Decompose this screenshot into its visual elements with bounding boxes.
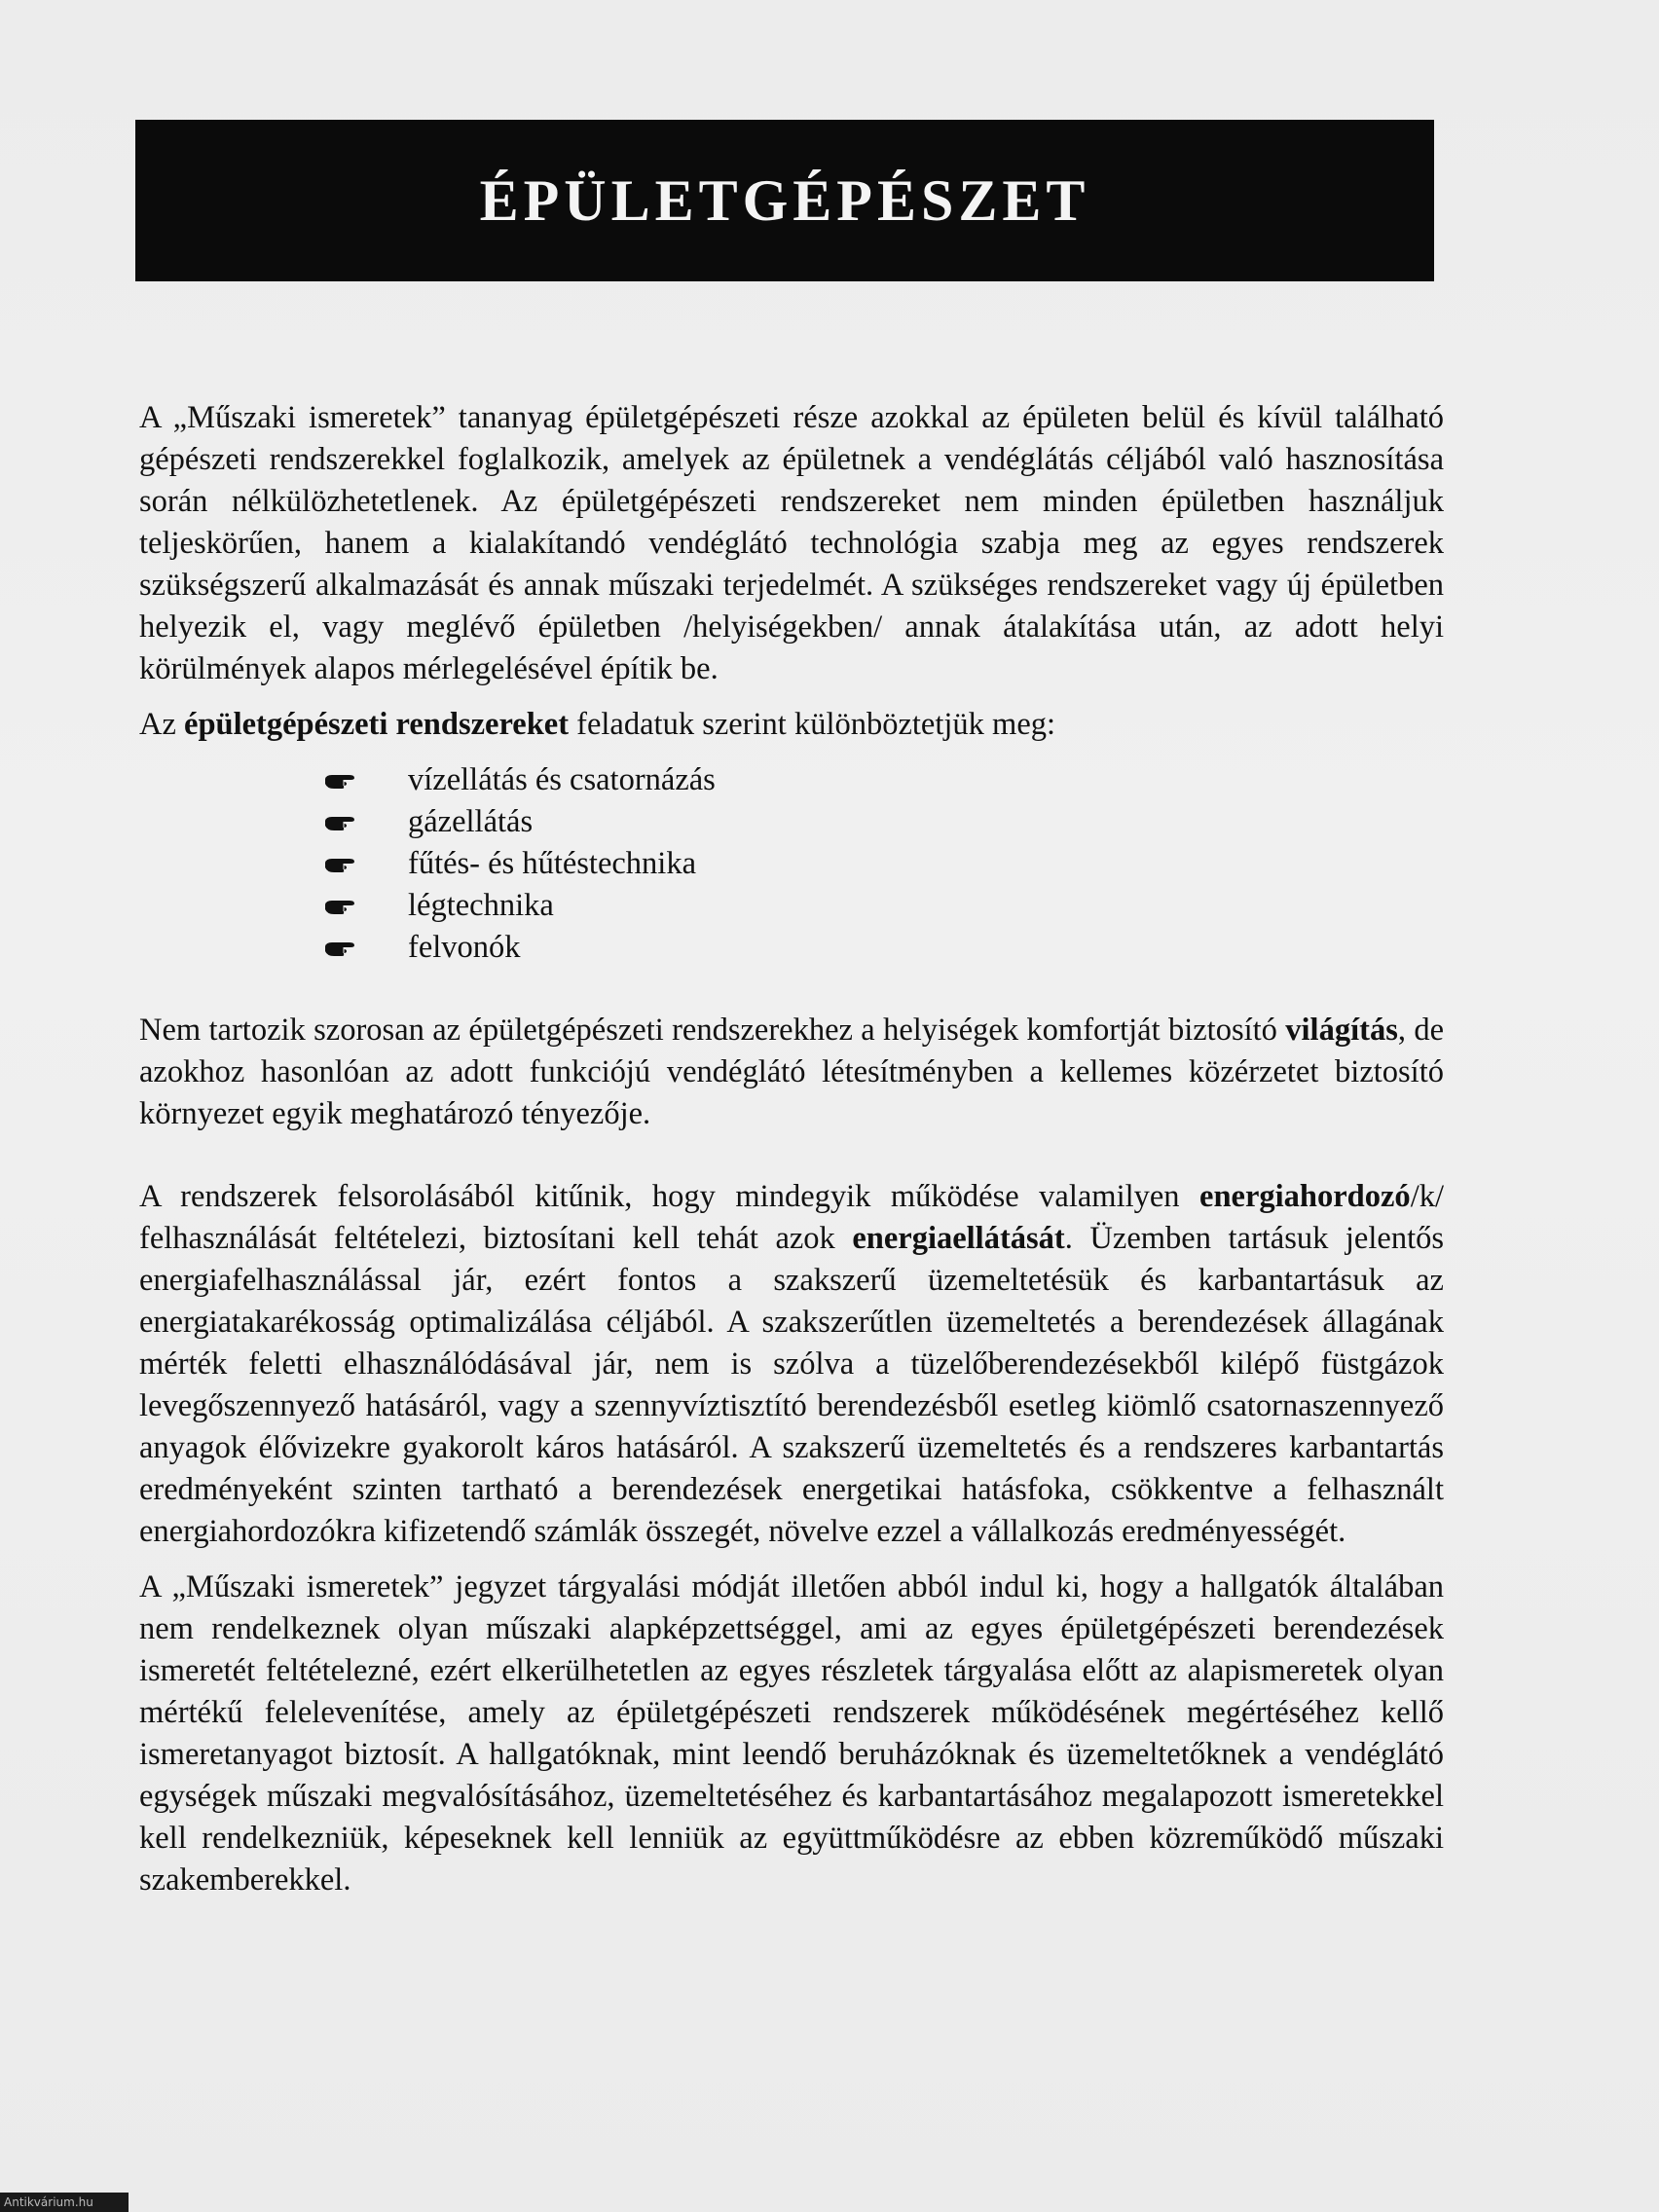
list-item [324,843,1444,885]
watermark-label: Antikvárium.hu [0,2193,129,2212]
title-banner [135,120,1434,281]
list-item-label: felvonók [408,930,521,965]
pointing-hand-icon [324,939,357,958]
paragraph-energy [139,1176,1444,1553]
paragraph-intro: A „Műszaki ismeretek” tananyag épületgépészeti része azokkal az épületen belül és kívül található gépészeti rendszerekkel foglalkozik, amelyek az épületnek a vendéglátás céljából való hasznosítása során nélkülözhetetlenek. Az épületgépészeti rendszereket nem minden épületben használjuk teljeskörűen, hanem a kialakítandó vendéglátó technológia szabja meg az egyes rendszerek szükségszerű alkalmazását és annak műszaki terjedelmét. A szükséges rendszereket vagy új épületben helyezik el, vagy meglévő épületben /helyiségekben/ annak átalakítása után, az adott helyi körülmények alapos mérlegelésével építik be. [139,400,1444,686]
list-item-label: gázellátás [408,804,534,839]
text-segment: A rendszerek felsorolásából kitűnik, hogy mindegyik működése valamilyen [139,1179,1200,1214]
text-segment: /k/ felhasználását feltételezi, biztosítani kell tehát azok [139,1179,1444,1256]
list-item-label: vízellátás és csatornázás [408,762,716,797]
paragraph-method: A „Műszaki ismeretek” jegyzet tárgyalási módját illetően abból indul ki, hogy a hallgatók általában nem rendelkeznek olyan műszaki alapképzettséggel, ami az egyes épületgépészeti berendezések ismeretét feltételezné, ezért elkerülhetetlen az egyes részletek tárgyalása előtt az alapismeretek olyan mértékű felelevenítése, amely az épületgépészeti rendszerek működésének megértéséhez kellő ismeretanyagot biztosít. A hallgatóknak, mint leendő beruházóknak és üzemeltetőknek a vendéglátó egységek műszaki megvalósításához, üzemeltetéséhez és karbantartásához megalapozott ismeretekkel kell rendelkezniük, képeseknek kell lenniük az együttműködésre az ebben közreműködő műszaki szakemberekkel. [139,1569,1444,1898]
pointing-hand-icon [324,855,357,874]
bold-term-energy-carrier: energiahordozó [1199,1179,1411,1214]
page-title: ÉPÜLETGÉPÉSZET [479,167,1090,233]
text-segment: , de azokhoz hasonlóan az adott funkciójú vendéglátó létesítményben a kellemes közérzetet biztosító környezet egyik meghatározó tényezője. [139,1013,1445,1131]
list-item-label: fűtés- és hűtéstechnika [408,846,697,881]
bold-term-lighting: világítás [1285,1013,1398,1048]
pointing-hand-icon [324,771,357,791]
body-text [139,397,1444,1901]
text-segment: Nem tartozik szorosan az épületgépészeti rendszerekhez a helyiségek komfortját biztosító [139,1013,1286,1048]
list-item [324,885,1444,927]
pointing-hand-icon [324,813,357,832]
text-segment: feladatuk szerint különböztetjük meg: [569,707,1056,742]
text-segment: Az [139,707,185,742]
list-item [324,927,1444,969]
bold-term-systems: épületgépészeti rendszereket [184,707,570,742]
paragraph-lighting [139,1010,1444,1135]
list-item-label: légtechnika [408,888,554,923]
pointing-hand-icon [324,897,357,916]
list-item [324,801,1444,843]
text-segment: . Üzemben tartásuk jelentős energiafelhasználással jár, ezért fontos a szakszerű üzemeltetésük és karbantartásuk az energiatakarékosság optimalizálása céljából. A szakszerűtlen üzemeltetés a berendezések állagának mérték feletti elhasználódásával jár, nem is szólva a tüzelőberendezésekből kilépő füstgázok levegőszennyező hatásáról, vagy a szennyvíztisztító berendezésből esetleg kiömlő csatornaszennyező anyagok élővizekre gyakorolt káros hatásáról. A szakszerű üzemeltetés és a rendszeres karbantartás eredményeként szinten tartható a berendezések energetikai hatásfoka, csökkentve a felhasznált energiahordozókra kifizetendő számlák összegét, növelve ezzel a vállalkozás eredményességét. [139,1221,1444,1549]
systems-list [139,759,1444,969]
paragraph-systems-lead [139,704,1444,746]
bold-term-energy-supply: energiaellátását [852,1221,1065,1256]
list-item [324,759,1444,801]
